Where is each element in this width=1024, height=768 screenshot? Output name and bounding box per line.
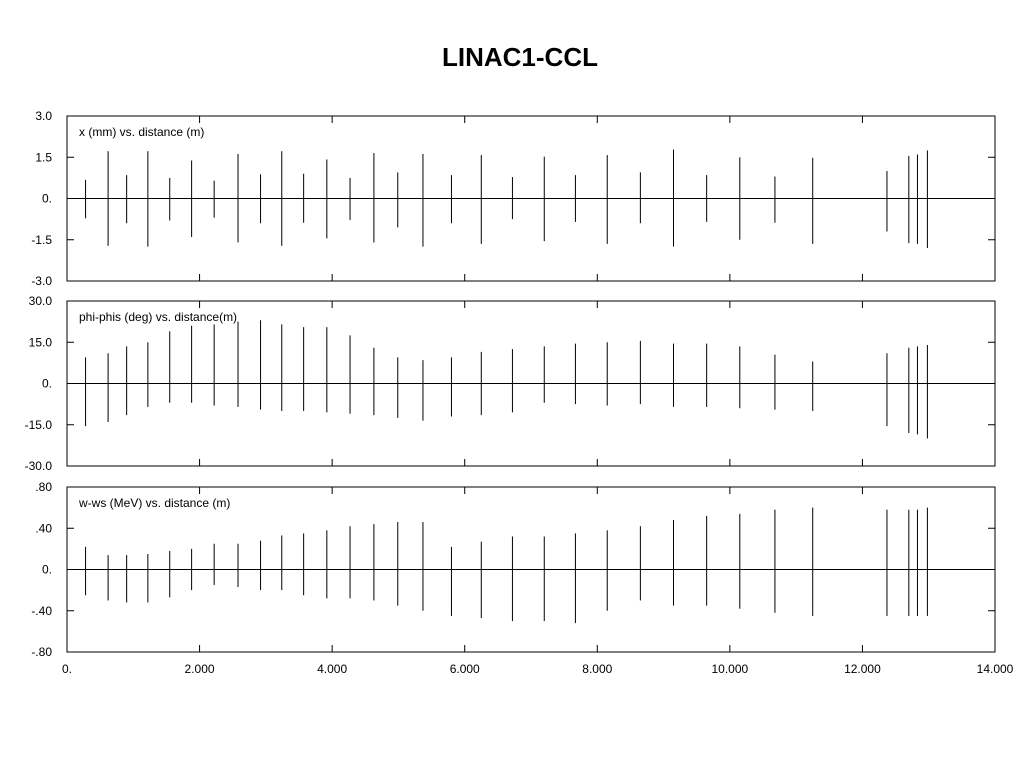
x-vs-distance-panel [31,109,995,288]
x-tick-label: 0. [61,662,73,676]
y-tick-label: -15.0 [24,417,52,432]
phase-vs-distance-panel [25,294,995,473]
y-tick-label: 30.0 [28,294,52,308]
y-tick-label: -3.0 [31,274,52,288]
y-tick-label: 0. [41,191,52,206]
y-tick-label: 0. [41,376,52,391]
plot-label: phi-phis (deg) vs. distance(m) [79,310,238,324]
y-tick-label: 0. [41,562,52,577]
x-tick-label: 4.000 [317,662,348,676]
plot-label: x (mm) vs. distance (m) [79,125,205,139]
y-tick-label: -.80 [31,645,52,659]
x-tick-label: 14.000 [976,662,1014,676]
x-tick-label: 10.000 [711,662,749,676]
x-tick-label: 8.000 [582,662,613,676]
energy-vs-distance-panel [31,480,995,659]
x-tick-label: 2.000 [184,662,215,676]
y-tick-label: -30.0 [24,459,52,473]
y-tick-label: 15.0 [28,335,52,350]
distance-axis-tick-labels [62,662,1014,676]
x-tick-label: 12.000 [844,662,881,676]
plot-label: w-ws (MeV) vs. distance (m) [79,496,231,510]
x-tick-label: 6.000 [449,662,480,676]
y-tick-label: -1.5 [31,232,52,247]
y-tick-label: -.40 [31,603,52,618]
y-tick-label: .40 [35,521,52,536]
y-tick-label: .80 [35,480,52,494]
y-tick-label: 1.5 [35,150,52,165]
y-tick-label: 3.0 [35,109,52,123]
figure-title: LINAC1-CCL [442,42,598,72]
